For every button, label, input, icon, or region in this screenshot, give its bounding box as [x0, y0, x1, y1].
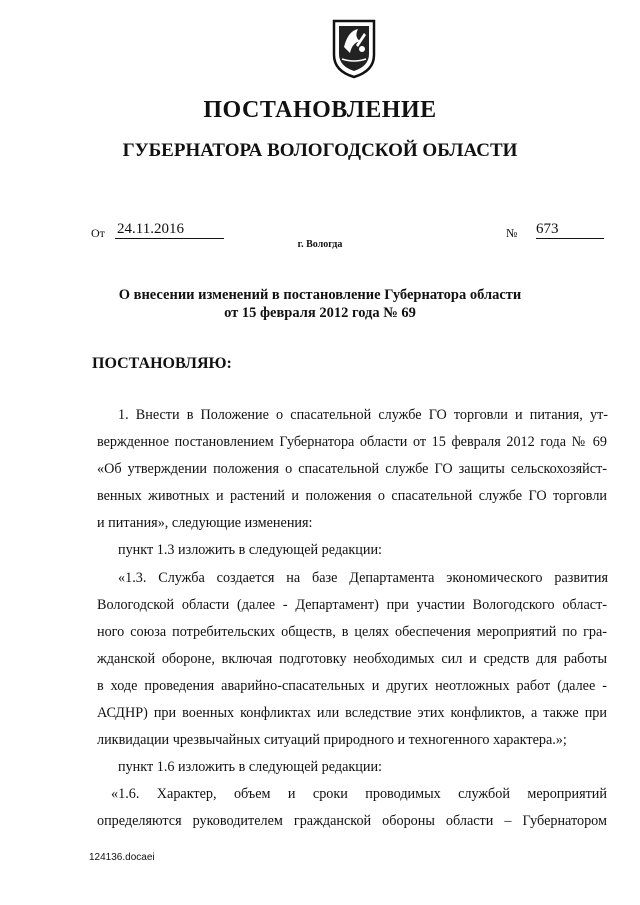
body-line: ликвидации чрезвычайных ситуаций природного и техногенного характера.»; [97, 732, 567, 748]
document-subtitle: ГУБЕРНАТОРА ВОЛОГОДСКОЙ ОБЛАСТИ [122, 140, 518, 161]
body-line: Вологодской области (далее - Департамент) при участии Вологодского област- [97, 597, 607, 613]
body-line: 1. Внести в Положение о спасательной службе ГО торговли и питания, ут- [118, 407, 608, 423]
date-label: От [91, 226, 105, 240]
body-line: в ходе проведения аварийно-спасательных и других неотложных работ (далее - [97, 678, 607, 694]
body-line: АСДНР) при военных конфликтах или вследствие этих конфликтов, а также при [97, 705, 607, 721]
document-date: 24.11.2016 [115, 220, 224, 239]
body-line: «1.6. Характер, объем и сроки проводимых службой мероприятий [111, 786, 607, 802]
body-line: венных животных и растений и положения о спасательной службе ГО торговли [97, 488, 607, 504]
coat-of-arms-icon [330, 17, 378, 79]
subject-line-1: О внесении изменений в постановление Губернатора области [118, 287, 522, 303]
document-title: ПОСТАНОВЛЕНИЕ [203, 97, 437, 123]
body-line: пункт 1.3 изложить в следующей редакции: [118, 542, 382, 558]
body-line: «1.3. Служба создается на базе Департамента экономического развития [118, 570, 608, 586]
file-name-footer: 124136.docaei [89, 852, 155, 863]
document-number: 673 [536, 220, 604, 239]
number-label: № [506, 226, 518, 240]
city-label: г. Вологда [297, 239, 343, 250]
body-line: пункт 1.6 изложить в следующей редакции: [118, 759, 382, 775]
body-line: и питания», следующие изменения: [97, 515, 313, 531]
subject-line-2: от 15 февраля 2012 года № 69 [224, 305, 416, 321]
body-line: определяются руководителем гражданской обороны области – Губернатором [97, 813, 607, 829]
body-line: «Об утверждении положения о спасательной службе ГО защиты сельскохозяйст- [97, 461, 607, 477]
body-line: вержденное постановлением Губернатора области от 15 февраля 2012 года № 69 [97, 434, 607, 450]
decree-heading: ПОСТАНОВЛЯЮ: [92, 355, 232, 372]
body-line: жданской обороне, включая подготовку необходимых сил и средств для работы [97, 651, 607, 667]
body-line: ного союза потребительских обществ, в целях обеспечения мероприятий по гра- [97, 624, 607, 640]
